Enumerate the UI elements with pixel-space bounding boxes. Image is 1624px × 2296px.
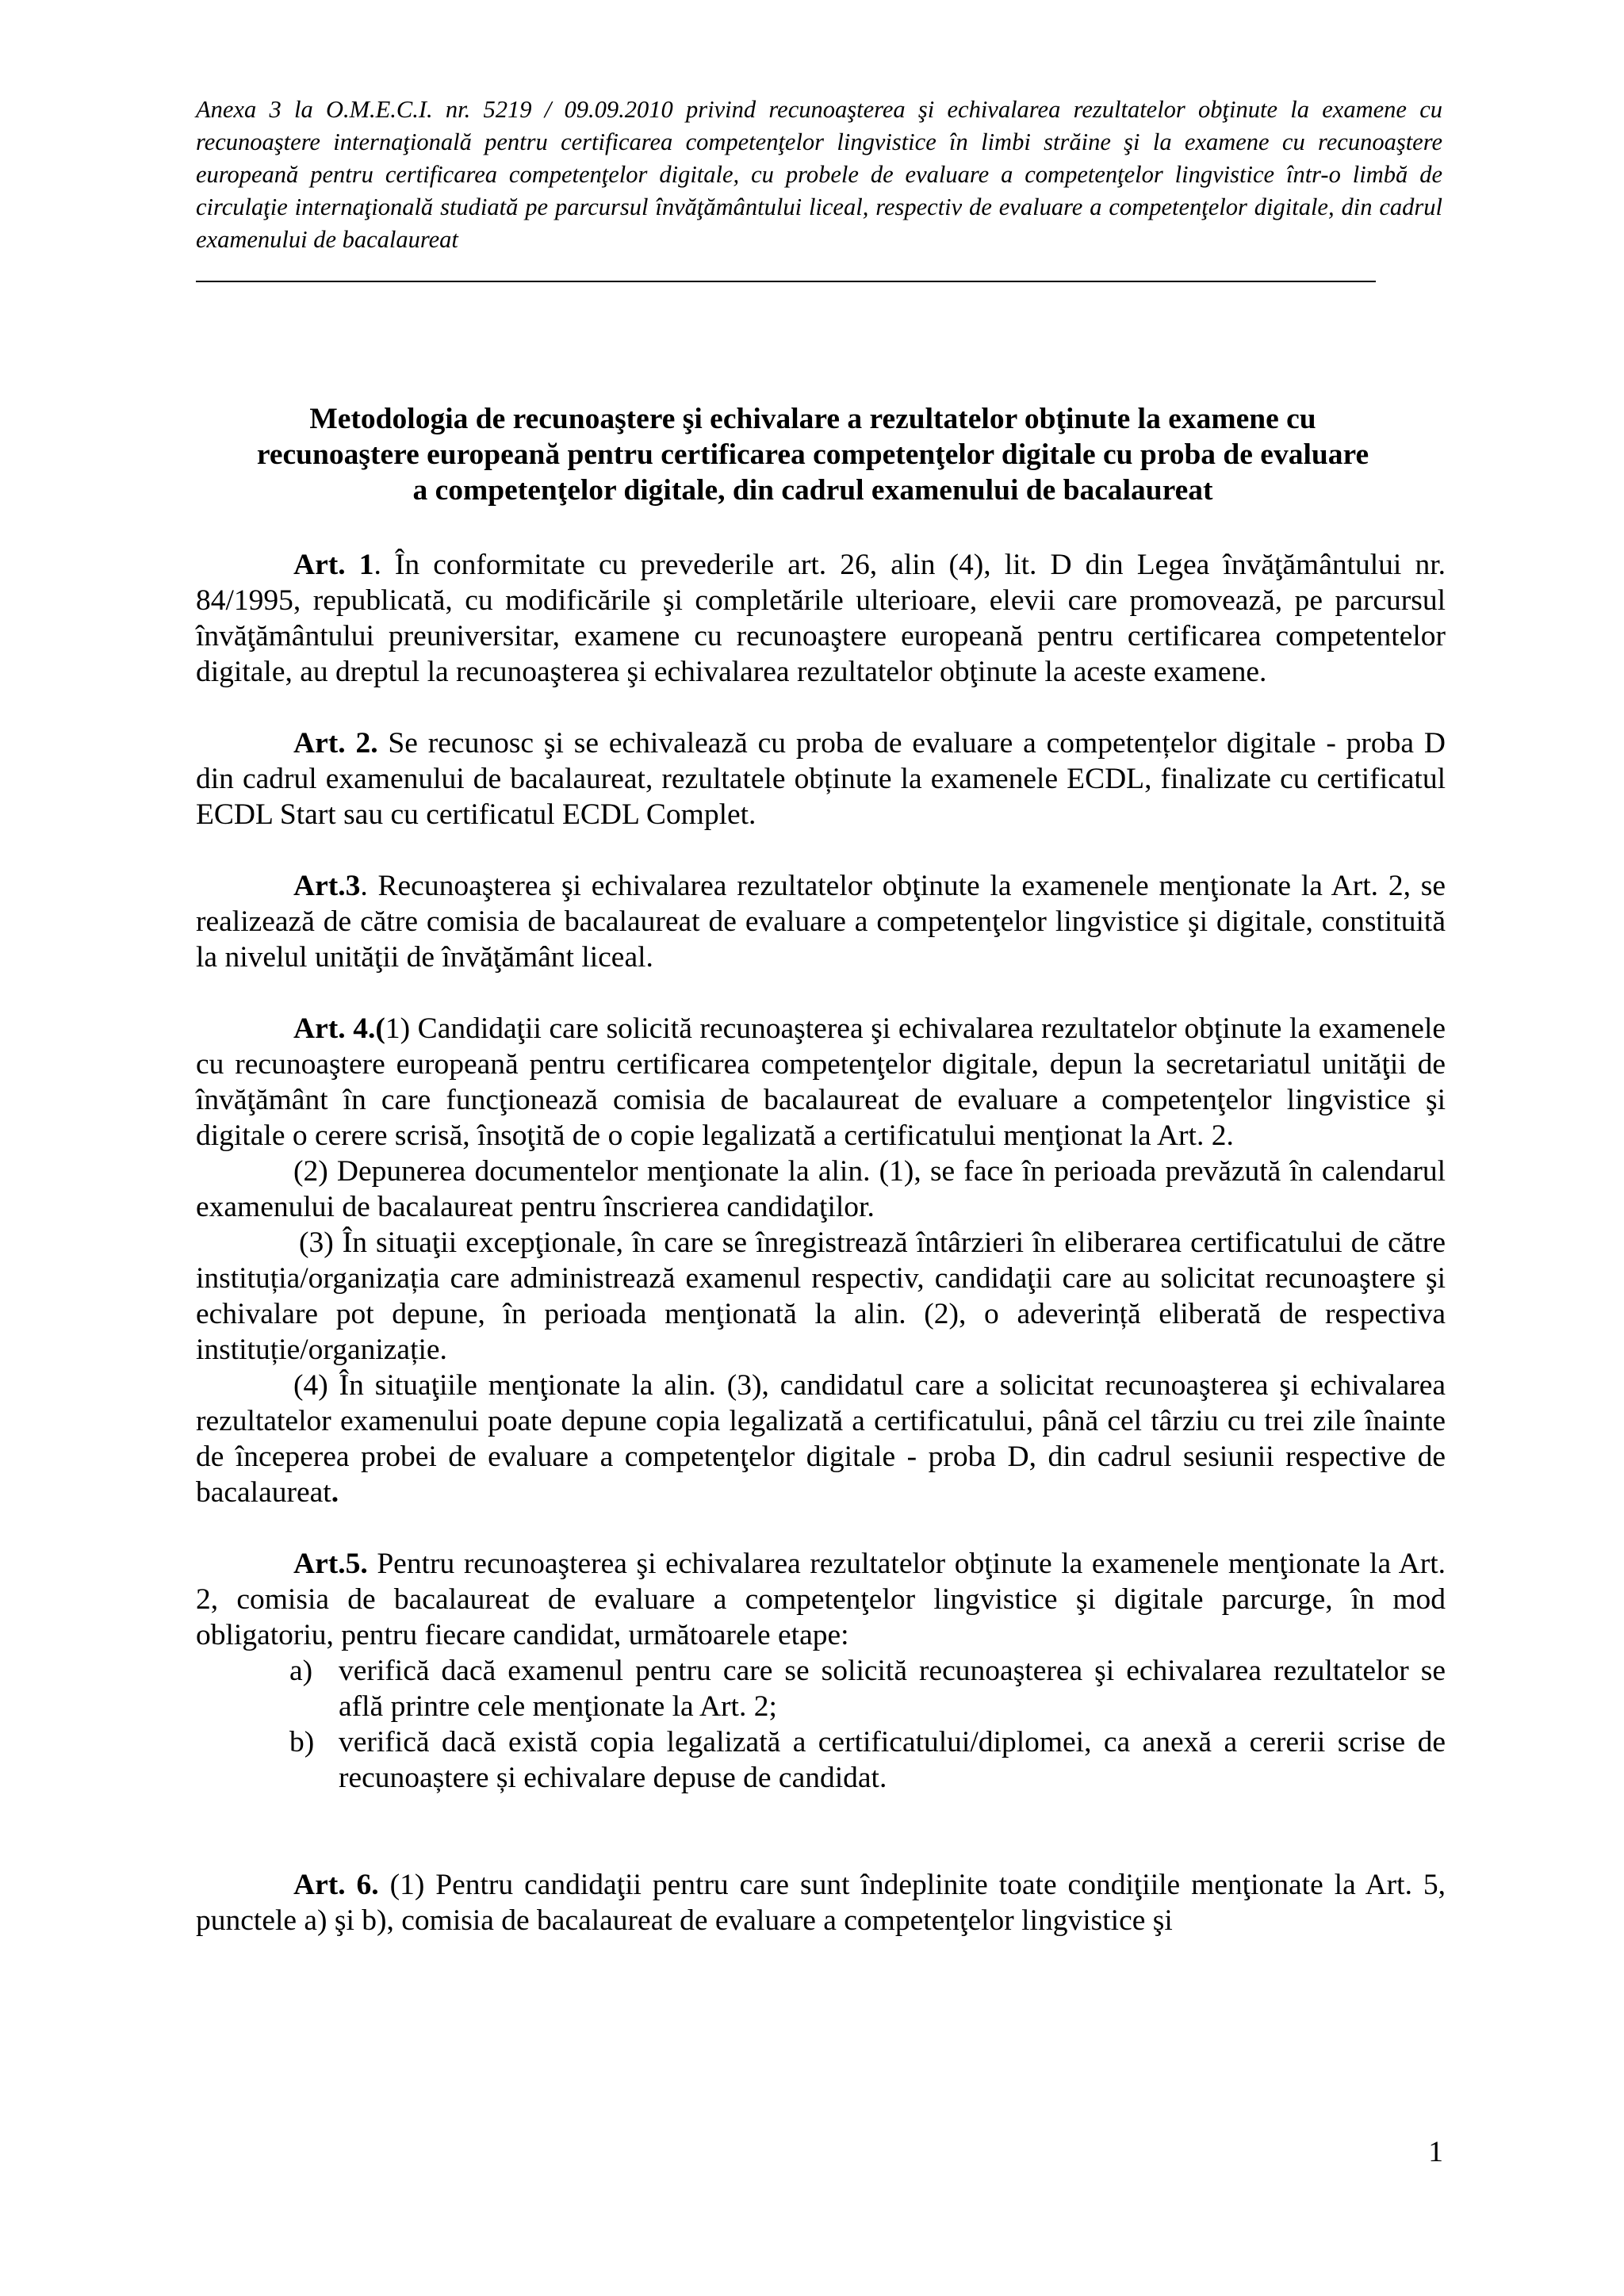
article-6 [196,1867,1446,1938]
article-4-alin-2: (2) Depunerea documentelor menţionate la alin. (1), se face în perioada prevăzută în calendarul examenului de bacalaureat pentru înscrierea candidaţilor. [196,1155,1446,1223]
article-4-alin-4 [196,1368,1446,1510]
article-4-label: Art. 4.( [293,1012,385,1045]
article-2-text: Se recunosc şi se echivalează cu proba de evaluare a competențelor digitale - proba D din cadrul examenului de bacalaureat, rezultatele obținute la examenele ECDL, finalizate cu certificatul ECDL Start sau cu certificatul ECDL Complet. [196,727,1446,831]
article-1-text: . În conformitate cu prevederile art. 26, alin (4), lit. D din Legea învăţământului nr. 84/1995, republicată, cu modificările şi completările ulterioare, elevii care promovează, pe parcursul învăţământului preuniversitar, examene cu recunoaştere europeană pentru certificarea competentelor digitale, au dreptul la recunoaşterea şi echivalarea rezultatelor obţinute la aceste examene. [196,549,1446,688]
document-body [196,547,1446,1938]
title-line-3: a competenţelor digitale, din cadrul examenului de bacalaureat [412,474,1213,507]
article-3-label: Art.3 [293,870,361,902]
article-3-text: . Recunoaşterea şi echivalarea rezultatelor obţinute la examenele menţionate la Art. 2, se realizează de către comisia de bacalaureat de evaluare a competenţelor lingvistice şi digitale, constituită la nivelul unităţii de învăţământ liceal. [196,870,1446,974]
article-6-label: Art. 6. [293,1869,379,1901]
article-2-label: Art. 2. [293,727,378,760]
article-4-alin-4-end: . [331,1476,339,1509]
list-item-text-b: verifică dacă există copia legalizată a certificatului/diplomei, ca anexă a cererii scrise de recunoaștere și echivalare depuse de candidat. [339,1726,1446,1794]
article-6-text: (1) Pentru candidaţii pentru care sunt îndeplinite toate condiţiile menţionate la Art. 5, punctele a) şi b), comisia de bacalaureat de evaluare a competenţelor lingvistice şi [196,1869,1446,1937]
header-divider [196,281,1376,282]
list-marker-b: b) [289,1726,315,1758]
article-3 [196,868,1446,975]
title-line-1: Metodologia de recunoaştere şi echivalare a rezultatelor obţinute la examene cu [309,403,1316,435]
article-4-alin-3: (3) În situaţii excepţionale, în care se înregistrează întârzieri în eliberarea certificatului de către instituția/organizația care administrează examenul respectiv, candidaţii care au solicitat recunoaştere şi echivalare pot depune, în perioada menţionată la alin. (2), o adeverință eliberată de respectiva instituție/organizație. [196,1226,1446,1366]
article-4-alin-1-text: 1) Candidaţii care solicită recunoaşterea şi echivalarea rezultatelor obţinute la examenele cu recunoaştere europeană pentru certificarea competenţelor digitale, depun la secretariatul unităţii de învăţământ în care funcţionează comisia de bacalaureat de evaluare a competenţelor lingvistice şi digitale o cerere scrisă, însoţită de o copie legalizată a certificatului menţionat la Art. 2. [196,1012,1446,1152]
list-item [196,1653,1446,1724]
page-number: 1 [1428,2136,1443,2168]
list-item-text-a: verifică dacă examenul pentru care se solicită recunoaşterea şi echivalarea rezultatelor se află printre cele menţionate la Art. 2; [339,1655,1446,1723]
annex-header: Anexa 3 la O.M.E.C.I. nr. 5219 / 09.09.2010 privind recunoaşterea şi echivalarea rezultatelor obţinute la examene cu recunoaştere internaţională pentru certificarea competenţelor lingvistice în limbi străine şi la examene cu recunoaştere europeană pentru certificarea competenţelor digitale, cu probele de evaluare a competenţelor lingvistice într-o limbă de circulaţie internaţională studiată pe parcursul învăţământului liceal, respectiv de evaluare a competenţelor digitale, din cadrul examenului de bacalaureat [196,96,1442,253]
article-4-alin-1 [196,1011,1446,1154]
article-5-label: Art.5. [293,1548,368,1580]
article-2 [196,725,1446,832]
article-1 [196,547,1446,690]
article-5-text: Pentru recunoaşterea şi echivalarea rezultatelor obţinute la examenele menţionate la Art. 2, comisia de bacalaureat de evaluare a competenţelor lingvistice şi digitale parcurge, în mod obligatoriu, pentru fiecare candidat, următoarele etape: [196,1548,1446,1651]
article-5-steps [196,1653,1446,1796]
list-marker-a: a) [289,1655,313,1687]
list-item [196,1724,1446,1796]
article-4-alin-4-text: (4) În situaţiile menţionate la alin. (3), candidatul care a solicitat recunoaşterea şi echivalarea rezultatelor examenului poate depune copia legalizată a certificatului, până cel târziu cu trei zile înainte de începerea probei de evaluare a competenţelor digitale - proba D, din cadrul sesiunii respective de bacalaureat [196,1369,1446,1509]
article-5 [196,1546,1446,1653]
title-line-2: recunoaştere europeană pentru certificarea competenţelor digitale cu proba de evaluare [256,438,1369,471]
document-title [182,401,1443,508]
article-1-label: Art. 1 [293,549,374,581]
